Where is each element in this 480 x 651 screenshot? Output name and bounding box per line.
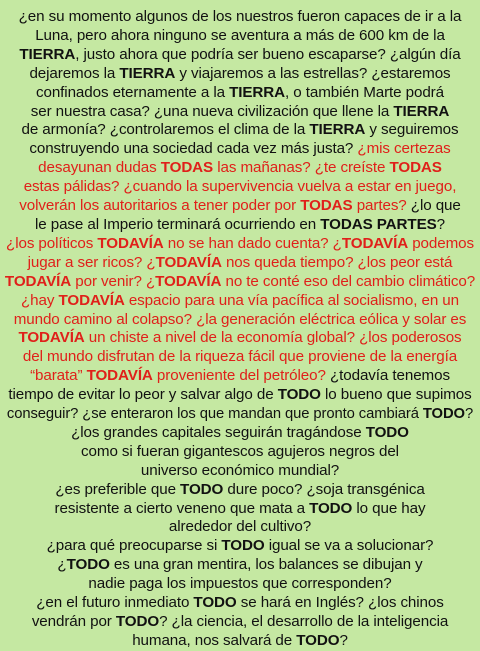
poem-line <box>4 386 476 405</box>
poem-text: ser nuestra casa? ¿una nueva civilización que llene la <box>30 102 394 120</box>
emphasized-word: TODAVÍA <box>155 272 222 290</box>
poem-text: Luna, pero ahora ninguno se aventura a más de 600 km de la <box>35 26 445 44</box>
poem-text: nadie paga los impuestos que corresponden? <box>88 575 392 593</box>
emphasized-word: TODO <box>180 480 224 498</box>
emphasized-word: TODAVÍA <box>18 329 85 347</box>
poem-line <box>4 632 476 651</box>
poem-text: alrededor del cultivo? <box>168 518 312 536</box>
emphasized-word: TODAS <box>160 159 214 177</box>
poem-line <box>4 121 476 140</box>
poem-line <box>4 27 476 46</box>
emphasized-word: TODAVÍA <box>155 253 222 271</box>
poem-text: vendrán por <box>31 613 116 630</box>
emphasized-word: TIERRA <box>229 83 286 101</box>
poem-text: ¿es preferible que <box>55 480 181 498</box>
poem-line <box>4 311 476 330</box>
poem-line <box>4 254 476 273</box>
poem-text: por venir? ¿ <box>71 272 156 290</box>
poem-text: , o también Marte podrá <box>285 83 444 101</box>
emphasized-word: TODO <box>221 537 265 555</box>
poem-text: ¿para qué preocuparse si <box>46 537 222 555</box>
poem-line <box>4 367 476 386</box>
poem-line <box>4 216 476 235</box>
poem-text: jugar a ser ricos? ¿ <box>27 253 156 271</box>
poem-text: ¿mis certezas <box>357 140 451 158</box>
poem-text: y viajaremos a las estrellas? ¿estaremos <box>175 64 451 82</box>
poem-line <box>4 443 476 462</box>
emphasized-word: TODO <box>193 594 237 612</box>
poem-text: desayunan dudas <box>38 159 161 177</box>
poem-text: “barata” <box>30 367 87 385</box>
poem-text: proveniente del petróleo? <box>152 367 330 385</box>
poem-text: ? <box>464 406 474 423</box>
emphasized-word: TODAS <box>300 197 353 215</box>
poem-text: ¿los grandes capitales seguirán tragándose <box>71 423 366 441</box>
poem-text: estas pálidas? ¿cuando la supervivencia vuelva a estar en juego, <box>23 178 457 196</box>
poem-text: nos queda tiempo? ¿los peor está <box>221 253 453 271</box>
emphasized-word: TIERRA <box>119 64 176 82</box>
poem-line <box>4 348 476 367</box>
poem-line <box>4 273 476 292</box>
poem-text: igual se va a solucionar? <box>264 537 434 555</box>
poem-text: no se han dado cuenta? ¿ <box>163 234 342 252</box>
poem-line <box>4 235 476 254</box>
poem-text: de armonía? ¿controlaremos el clima de la <box>21 121 310 139</box>
poem-text: volverán los autoritarios a tener poder por <box>19 197 301 215</box>
poem-text: es una gran mentira, los balances se dibujan y <box>109 556 423 574</box>
poem-text: del mundo disfrutan de la riqueza fácil que proviene de la energía <box>22 348 458 366</box>
poem-line <box>4 103 476 122</box>
poem-line <box>4 594 476 613</box>
emphasized-word: TODO <box>296 631 340 649</box>
poem-line <box>4 481 476 500</box>
emphasized-word: TODAVÍA <box>97 234 164 252</box>
emphasized-word: TODAVÍA <box>86 367 153 385</box>
poem-text: ¿lo que <box>410 197 461 215</box>
emphasized-word: TIERRA <box>393 102 450 120</box>
poem-line <box>4 140 476 159</box>
emphasized-word: TODO <box>309 499 353 517</box>
poem-line <box>4 424 476 443</box>
poem-line <box>4 556 476 575</box>
emphasized-word: TIERRA <box>19 45 76 63</box>
poem-text: ¿hay <box>20 291 59 309</box>
poem-text: ? <box>436 215 445 233</box>
poem-line <box>4 613 476 632</box>
poem-text: ? <box>339 631 348 649</box>
poem-text: ¿los políticos <box>6 234 98 252</box>
poem-text: ? ¿la ciencia, el desarrollo de la inteligencia <box>159 613 449 630</box>
poem-line <box>4 46 476 65</box>
emphasized-word: TODO <box>277 386 321 404</box>
poem-text: lo que hay <box>352 499 426 517</box>
poem-line <box>4 462 476 481</box>
poem-line <box>4 65 476 84</box>
emphasized-word: TODO <box>422 406 465 423</box>
poem-line <box>4 500 476 519</box>
poem-text: conseguir? ¿se enteraron los que mandan que pronto cambiará <box>6 406 423 423</box>
poem-text: lo bueno que supimos <box>320 386 472 404</box>
poem-text: ¿en su momento algunos de los nuestros fueron capaces de ir a la <box>18 8 462 25</box>
poem-text: universo económico mundial? <box>140 461 340 479</box>
poem-text: ¿ <box>57 556 67 574</box>
emphasized-word: TODAVÍA <box>341 234 409 252</box>
poem-text: , justo ahora que podría ser bueno escaparse? ¿algún día <box>75 45 461 63</box>
poem-line <box>4 178 476 197</box>
poem-text: le pase al Imperio terminará ocurriendo en <box>34 215 321 233</box>
poem-text: como si fueran gigantescos agujeros negros del <box>81 442 399 460</box>
poem-line <box>4 8 476 27</box>
poem-text: ¿todavía tenemos <box>329 367 450 385</box>
poem-text: tiempo de evitar lo peor y salvar algo de <box>8 386 278 404</box>
emphasized-word: TODAVÍA <box>4 272 72 290</box>
emphasized-word: TODAVÍA <box>58 291 125 309</box>
poem-text: un chiste a nivel de la economía global? ¿los poderosos <box>84 329 462 347</box>
poem-text: las mañanas? ¿te creíste <box>213 159 390 177</box>
emphasized-word: TODO <box>365 423 409 441</box>
poem-line <box>4 518 476 537</box>
poem-line <box>4 329 476 348</box>
poem-text: ¿en el futuro inmediato <box>36 594 194 612</box>
poem-text: podemos <box>408 234 474 252</box>
poem-text: partes? <box>352 197 411 215</box>
poem-line <box>4 405 476 424</box>
poem-text: humana, nos salvará de <box>132 631 297 649</box>
poem-text: no te conté eso del cambio climático? <box>221 272 476 290</box>
poem-line <box>4 197 476 216</box>
poem-text: y seguiremos <box>365 121 459 139</box>
poem-text: se hará en Inglés? ¿los chinos <box>236 594 444 612</box>
poem-line <box>4 159 476 178</box>
emphasized-word: TIERRA <box>309 121 366 139</box>
poem-line <box>4 84 476 103</box>
poem-text: construyendo una sociedad cada vez más justa? <box>29 140 358 158</box>
emphasized-word: TODO <box>115 613 160 630</box>
emphasized-word: TODAS <box>389 159 442 177</box>
poem-text: espacio para una vía pacífica al socialismo, en un <box>124 291 460 309</box>
poem-line <box>4 575 476 594</box>
emphasized-word: TODO <box>66 556 110 574</box>
poem-text: dejaremos la <box>29 64 120 82</box>
poem-text: resistente a cierto veneno que mata a <box>54 499 310 517</box>
poem-text: confinados eternamente a la <box>36 83 230 101</box>
poem-text: mundo camino al colapso? ¿la generación eléctrica eólica y solar es <box>13 310 467 328</box>
poem-line <box>4 292 476 311</box>
emphasized-word: TODAS PARTES <box>320 215 437 233</box>
poem-text: dure poco? ¿soja transgénica <box>223 480 425 498</box>
poem-line <box>4 537 476 556</box>
